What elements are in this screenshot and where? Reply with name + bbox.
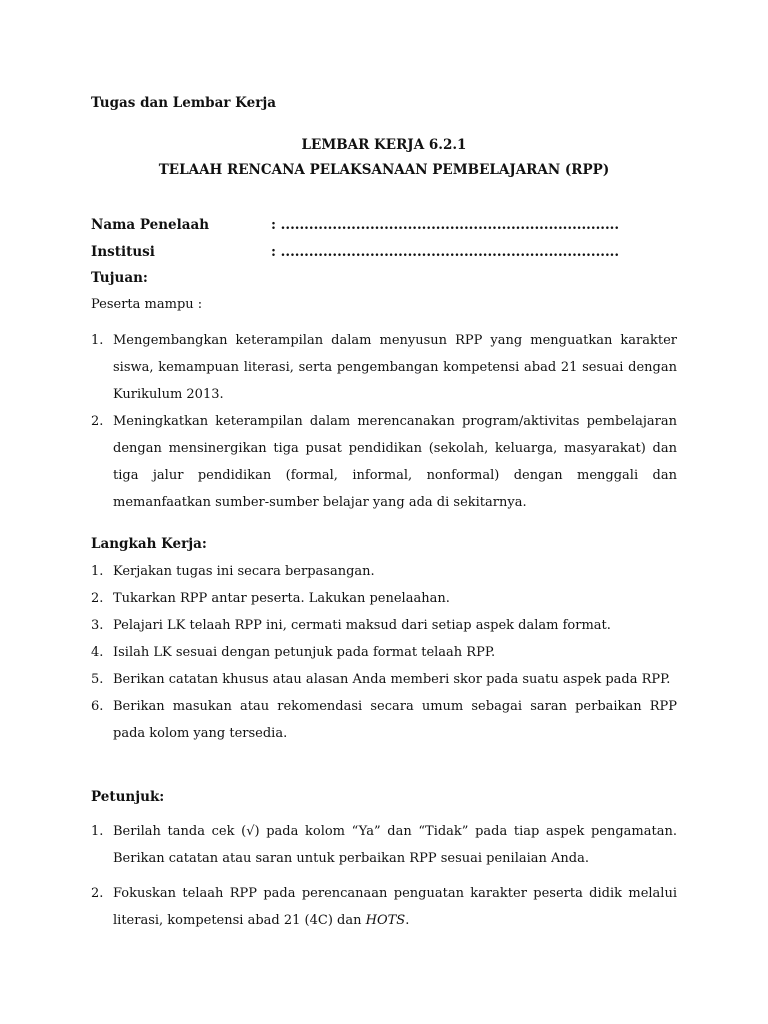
list-number: 1.	[91, 333, 104, 348]
field-blank: : ........................................................................	[271, 217, 620, 233]
list-text: Berilah tanda cek (√) pada kolom “Ya” dan “Tidak” pada tiap aspek pengamatan. Berikan catatan atau saran untuk perbaikan RPP sesuai penilaian Anda.	[113, 824, 677, 866]
section-title: Tugas dan Lembar Kerja	[91, 95, 276, 111]
list-number: 4.	[91, 645, 104, 660]
list-item	[91, 558, 677, 585]
list-item	[91, 408, 677, 516]
worksheet-title: LEMBAR KERJA 6.2.1	[301, 137, 467, 153]
langkah-heading: Langkah Kerja:	[91, 536, 207, 552]
field-nama-penelaah	[91, 217, 619, 233]
tujuan-intro: Peserta mampu :	[91, 297, 203, 312]
list-text: Tukarkan RPP antar peserta. Lakukan penelaahan.	[113, 591, 450, 606]
list-number: 6.	[91, 699, 104, 714]
field-label: Institusi	[91, 244, 155, 260]
list-item	[91, 327, 677, 408]
list-text: Mengembangkan keterampilan dalam menyusun RPP yang menguatkan karakter siswa, kemampuan literasi, serta pengembangan kompetensi abad 21 sesuai dengan Kurikulum 2013.	[113, 333, 677, 402]
list-item	[91, 818, 677, 872]
worksheet-subtitle: TELAAH RENCANA PELAKSANAAN PEMBELAJARAN (RPP)	[158, 162, 610, 178]
list-text: Kerjakan tugas ini secara berpasangan.	[113, 564, 375, 579]
tujuan-heading: Tujuan:	[91, 270, 148, 286]
list-number: 1.	[91, 824, 104, 839]
list-text: Berikan masukan atau rekomendasi secara umum sebagai saran perbaikan RPP pada kolom yang tersedia.	[113, 699, 677, 741]
list-item	[91, 880, 677, 934]
list-text: Pelajari LK telaah RPP ini, cermati maksud dari setiap aspek dalam format.	[113, 618, 611, 633]
list-item	[91, 585, 677, 612]
list-number: 1.	[91, 564, 104, 579]
list-text-end: .	[405, 913, 410, 928]
list-item	[91, 666, 677, 693]
field-label: Nama Penelaah	[91, 217, 210, 233]
list-number: 3.	[91, 618, 104, 633]
field-blank: : ........................................................................	[271, 244, 620, 260]
list-item	[91, 612, 677, 639]
list-item	[91, 639, 677, 666]
list-number: 2.	[91, 591, 104, 606]
list-text: Isilah LK sesuai dengan petunjuk pada format telaah RPP.	[113, 645, 496, 660]
langkah-list	[91, 558, 677, 747]
list-item	[91, 693, 677, 747]
list-number: 5.	[91, 672, 104, 687]
list-text: Berikan catatan khusus atau alasan Anda memberi skor pada suatu aspek pada RPP.	[113, 672, 671, 687]
field-institusi	[91, 244, 619, 260]
list-text: Fokuskan telaah RPP pada perencanaan penguatan karakter peserta didik melalui literasi, kompetensi abad 21 (4C) dan	[113, 886, 677, 928]
tujuan-list	[91, 327, 677, 516]
hots-term: HOTS	[365, 913, 406, 928]
list-number: 2.	[91, 414, 104, 429]
list-text: Meningkatkan keterampilan dalam merencanakan program/aktivitas pembelajaran dengan mensinergikan tiga pusat pendidikan (sekolah, keluarga, masyarakat) dan tiga jalur pendidikan (formal, informal, nonformal) dengan menggali dan memanfaatkan sumber-sumber belajar yang ada di sekitarnya.	[113, 414, 677, 510]
petunjuk-heading: Petunjuk:	[91, 789, 165, 805]
list-number: 2.	[91, 886, 104, 901]
petunjuk-list	[91, 818, 677, 934]
